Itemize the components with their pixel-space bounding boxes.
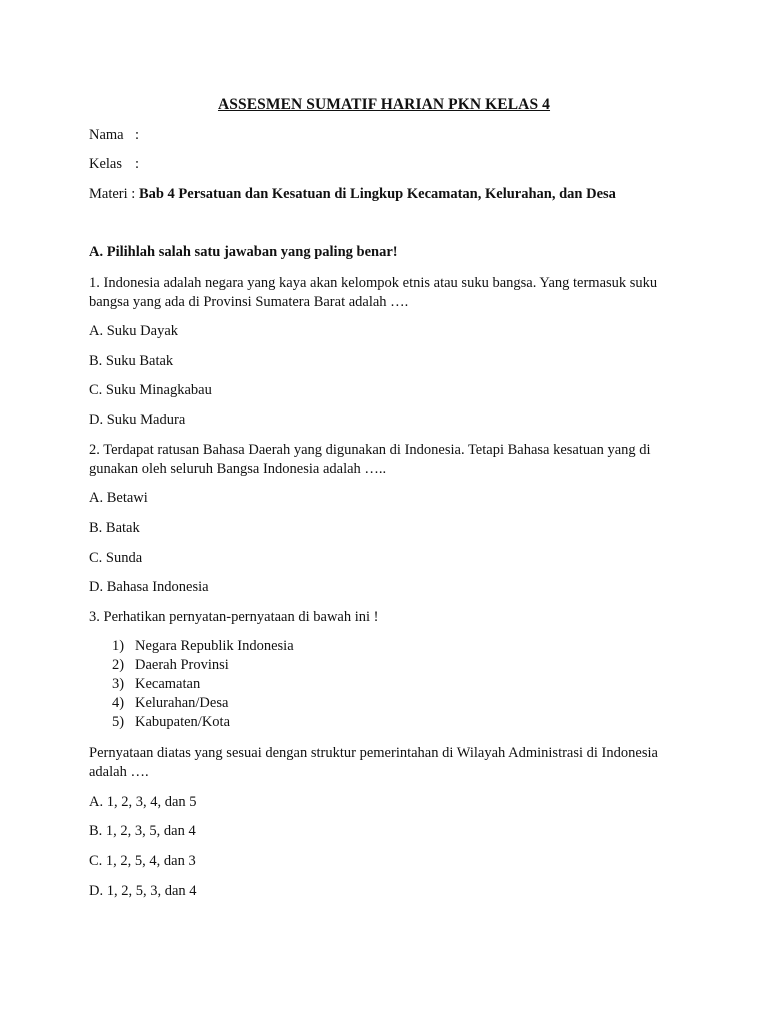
list-item	[112, 713, 294, 732]
q1-option-a: A. Suku Dayak	[89, 323, 179, 339]
list-item-number: 5)	[112, 714, 125, 730]
q2-option-b: B. Batak	[89, 520, 140, 536]
list-item	[112, 694, 294, 713]
materi-label: Materi	[89, 186, 128, 202]
nama-field	[89, 126, 139, 145]
list-item-text: Kelurahan/Desa	[135, 695, 229, 711]
q1-option-c: C. Suku Minagkabau	[89, 382, 212, 398]
q2-option-d: D. Bahasa Indonesia	[89, 579, 209, 595]
document-title: ASSESMEN SUMATIF HARIAN PKN KELAS 4	[217, 96, 551, 113]
list-item-text: Negara Republik Indonesia	[135, 638, 294, 654]
kelas-label: Kelas	[89, 156, 123, 172]
list-item	[112, 637, 294, 656]
nama-separator: :	[135, 127, 140, 143]
kelas-separator: :	[135, 156, 140, 172]
kelas-field	[89, 155, 139, 174]
list-item-number: 3)	[112, 676, 125, 692]
q2-option-c: C. Sunda	[89, 550, 143, 566]
q3-option-c: C. 1, 2, 5, 4, dan 3	[89, 853, 196, 869]
q2-option-a: A. Betawi	[89, 490, 148, 506]
question-3-prompt: Pernyataan diatas yang sesuai dengan struktur pemerintahan di Wilayah Administrasi di Indonesia adalah ….	[89, 745, 658, 780]
question-3-text: 3. Perhatikan pernyatan-pernyataan di bawah ini !	[89, 609, 379, 625]
list-item	[112, 656, 294, 675]
list-item-text: Kecamatan	[135, 676, 201, 692]
materi-field	[89, 185, 616, 204]
q1-option-b: B. Suku Batak	[89, 353, 174, 369]
list-item-number: 2)	[112, 657, 125, 673]
materi-separator: :	[131, 186, 136, 202]
list-item	[112, 675, 294, 694]
list-item-number: 1)	[112, 638, 125, 654]
question-2-text: 2. Terdapat ratusan Bahasa Daerah yang digunakan di Indonesia. Tetapi Bahasa kesatuan yang di gunakan oleh seluruh Bangsa Indonesia adalah …..	[89, 442, 651, 477]
nama-label: Nama	[89, 127, 124, 143]
q3-option-d: D. 1, 2, 5, 3, dan 4	[89, 883, 197, 899]
materi-value: Bab 4 Persatuan dan Kesatuan di Lingkup Kecamatan, Kelurahan, dan Desa	[138, 186, 616, 202]
q1-option-d: D. Suku Madura	[89, 412, 186, 428]
question-1-text: 1. Indonesia adalah negara yang kaya akan kelompok etnis atau suku bangsa. Yang termasuk suku bangsa yang ada di Provinsi Sumatera Barat adalah ….	[89, 275, 658, 310]
q3-statement-list	[112, 637, 294, 732]
q3-option-a: A. 1, 2, 3, 4, dan 5	[89, 794, 197, 810]
list-item-number: 4)	[112, 695, 125, 711]
q3-option-b: B. 1, 2, 3, 5, dan 4	[89, 823, 196, 839]
list-item-text: Kabupaten/Kota	[135, 714, 231, 730]
section-a-instruction: A. Pilihlah salah satu jawaban yang paling benar!	[89, 244, 398, 260]
list-item-text: Daerah Provinsi	[135, 657, 229, 673]
